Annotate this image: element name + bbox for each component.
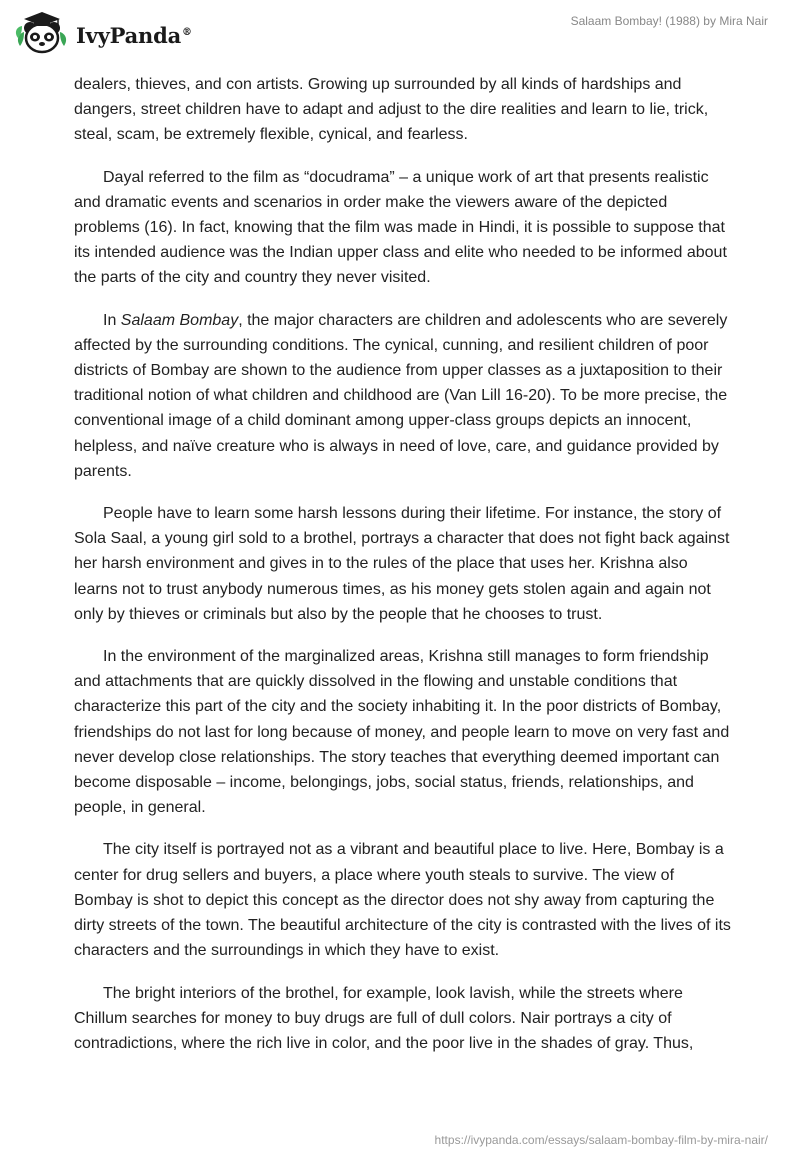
paragraph: People have to learn some harsh lessons during their lifetime. For instance, the story of Sola Saal, a young girl sold to a brothel, portrays a character that does not fight back against her harsh environment and gives in to the rules of the place that uses her. Krishna also learns not to trust anybody numerous times, as his money gets stolen again and again not only by thieves or criminals but also by the people that he chooses to trust.: [74, 505, 730, 623]
registered-mark: ®: [182, 26, 192, 38]
ivypanda-logo[interactable]: [14, 8, 192, 58]
paragraph: Dayal referred to the film as “docudrama” – a unique work of art that presents realistic and dramatic events and scenarios in order make the viewers aware of the depicted problems (16). In fact, knowing that the film was made in Hindi, it is possible to suppose that its intended audience was the Indian upper class and elite who needed to be informed about the parts of the city and country they never visited.: [74, 168, 727, 287]
paragraph: dealers, thieves, and con artists. Growing up surrounded by all kinds of hardships and dangers, street children have to adapt and adjust to the dire realities and learn to lie, trick, steal, scam, be extremely flexible, cynical, and fearless.: [74, 76, 709, 144]
film-title-italic: Salaam Bombay: [120, 311, 239, 329]
paragraph-rest: , the major characters are children and adolescents who are severely affected by the surrounding conditions. The cynical, cunning, and resilient children of poor districts of Bombay are shown to the audience from upper classes as a juxtaposition to their traditional notion of what children and childhood are (Van Lill 16-20). To be more precise, the conventional image of a child dominant among upper-class groups depicts an innocent, helpless, and naïve creature who is always in need of love, care, and guidance provided by parents.: [74, 311, 728, 480]
paragraph: In the environment of the marginalized areas, Krishna still manages to form friendship and attachments that are quickly dissolved in the flowing and unstable conditions that characterize this part of the city and the society inhabiting it. In the poor districts of Bombay, friendships do not last for long because of money, and people learn to move on very fast and never develop close relationships. The story teaches that everything deemed important can become disposable – income, belongings, jobs, social status, friends, relationships, and people, in general.: [74, 648, 730, 817]
paragraph: The bright interiors of the brothel, for example, look lavish, while the streets where Chillum searches for money to buy drugs are full of dull colors. Nair portrays a city of contradictions, where the rich live in color, and the poor live in the shades of gray. Thus,: [74, 984, 694, 1052]
source-url[interactable]: https://ivypanda.com/essays/salaam-bombay-film-by-mira-nair/: [434, 1133, 768, 1147]
paragraph: The city itself is portrayed not as a vibrant and beautiful place to live. Here, Bombay is a center for drug sellers and buyers, a place where youth steals to survive. The view of Bombay is shot to depict this concept as the director does not shy away from capturing the dirty streets of the town. The beautiful architecture of the city is contrasted with the lives of its characters and the surroundings in which they have to exist.: [74, 841, 731, 960]
paragraph-lead: In: [103, 311, 121, 329]
document-title: Salaam Bombay! (1988) by Mira Nair: [570, 14, 768, 28]
essay-body: [74, 72, 734, 1073]
brand-name: IvyPanda®: [76, 22, 192, 48]
paragraph: [74, 308, 734, 484]
page-header: [0, 0, 800, 70]
panda-graduate-icon: [14, 8, 70, 58]
